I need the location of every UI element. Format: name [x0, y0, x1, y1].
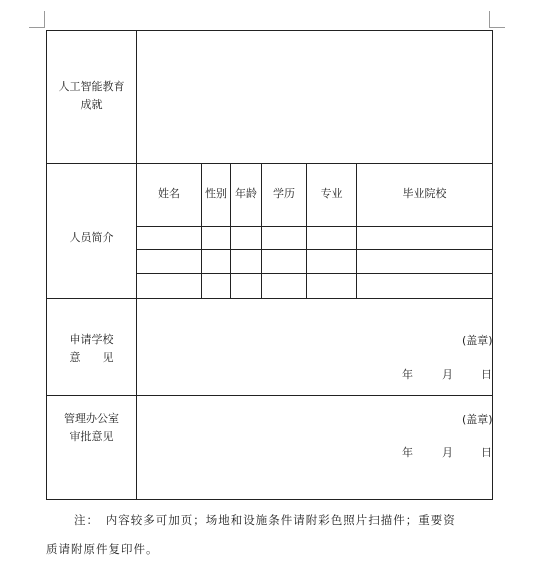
school-month-label: 月 — [442, 368, 453, 381]
achievement-label-line1: 人工智能教育 — [58, 80, 125, 93]
personnel-label: 人员简介 — [69, 231, 114, 244]
office-opinion-label-line1: 管理办公室 — [64, 412, 119, 425]
crop-mark-left-vertical — [44, 11, 45, 28]
personnel-row-divider-2 — [136, 249, 493, 250]
school-opinion-label-line1: 申请学校 — [69, 333, 114, 346]
footnote-line1: 注： 内容较多可加页；场地和设施条件请附彩色照片扫描件；重要资 — [74, 513, 456, 527]
section-divider-3 — [46, 395, 493, 396]
school-year-label: 年 — [402, 368, 413, 381]
office-year-label: 年 — [402, 446, 413, 459]
table-border-bottom — [46, 499, 493, 500]
label-column-divider — [136, 30, 137, 500]
header-age: 年龄 — [235, 187, 257, 200]
office-day-label: 日 — [481, 446, 492, 459]
office-opinion-label-line2: 审批意见 — [69, 430, 114, 443]
office-seal-text: (盖章) — [462, 413, 493, 426]
table-border-right — [492, 30, 493, 500]
personnel-col-divider-2 — [230, 163, 231, 299]
crop-mark-right-horizontal — [489, 27, 505, 28]
crop-mark-right-vertical — [489, 11, 490, 28]
personnel-row-divider-3 — [136, 273, 493, 274]
school-opinion-label-line2: 意 见 — [69, 351, 114, 364]
personnel-col-divider-4 — [306, 163, 307, 299]
table-border-top — [46, 30, 493, 31]
crop-mark-left-horizontal — [29, 27, 45, 28]
header-name: 姓名 — [158, 187, 180, 200]
section-divider-2 — [46, 298, 493, 299]
footnote-line2: 质请附原件复印件。 — [46, 542, 159, 556]
personnel-col-divider-3 — [261, 163, 262, 299]
section-divider-1 — [46, 163, 493, 164]
school-day-label: 日 — [481, 368, 492, 381]
header-education: 学历 — [273, 187, 295, 200]
personnel-col-divider-5 — [356, 163, 357, 299]
header-graduated-school: 毕业院校 — [402, 187, 447, 200]
school-seal-text: (盖章) — [462, 334, 493, 347]
header-major: 专业 — [320, 187, 343, 200]
office-month-label: 月 — [442, 446, 453, 459]
personnel-row-divider-1 — [136, 226, 493, 227]
achievement-label-line2: 成就 — [80, 98, 103, 111]
personnel-col-divider-1 — [201, 163, 202, 299]
header-gender: 性别 — [205, 187, 227, 200]
